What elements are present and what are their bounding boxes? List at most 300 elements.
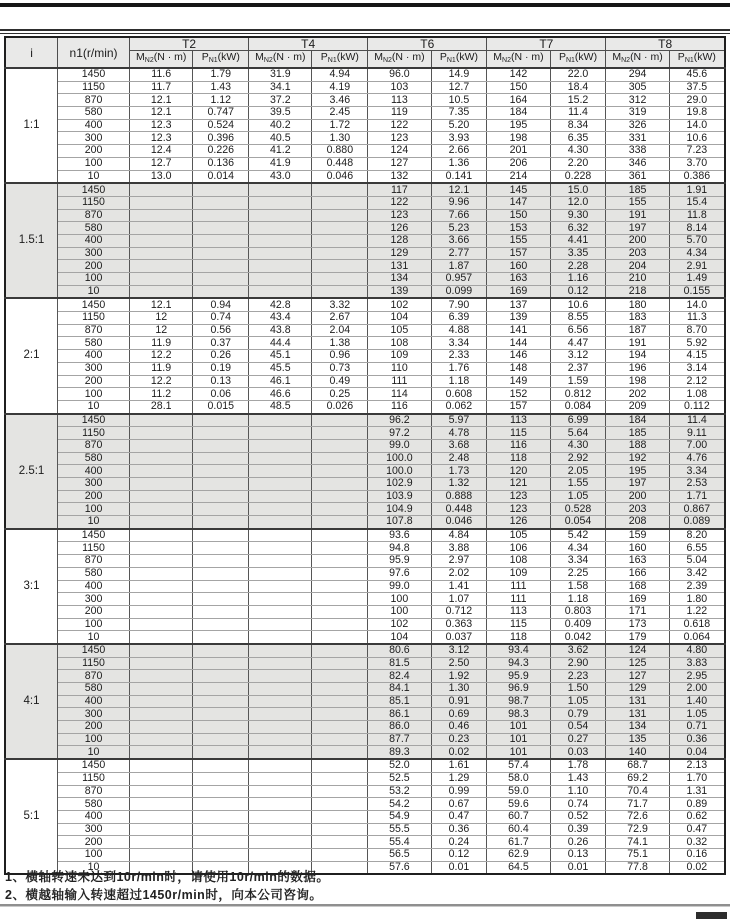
torque-value-cell: 137	[487, 298, 550, 311]
power-value-cell	[193, 260, 249, 273]
torque-value-cell: 59.6	[487, 798, 550, 811]
speed-cell: 100	[58, 157, 130, 170]
power-value-cell: 1.31	[669, 785, 725, 798]
torque-value-cell: 131	[606, 695, 669, 708]
torque-value-cell	[249, 772, 312, 785]
torque-value-cell: 86.0	[368, 721, 431, 734]
power-value-cell: 6.55	[669, 542, 725, 555]
torque-value-cell	[249, 285, 312, 298]
torque-value-cell: 12	[130, 324, 193, 337]
torque-value-cell	[249, 810, 312, 823]
torque-value-cell	[249, 759, 312, 772]
torque-value-cell: 11.2	[130, 388, 193, 401]
speed-cell: 10	[58, 400, 130, 413]
torque-value-cell	[130, 695, 193, 708]
torque-value-cell: 98.7	[487, 695, 550, 708]
speed-cell: 200	[58, 721, 130, 734]
power-value-cell: 1.76	[431, 362, 487, 375]
power-value-cell: 6.32	[550, 222, 606, 235]
torque-value-cell: 185	[606, 183, 669, 196]
power-value-cell: 14.9	[431, 68, 487, 81]
power-value-cell	[312, 503, 368, 516]
table-row	[5, 490, 725, 503]
table-row	[5, 465, 725, 478]
power-value-cell: 12.0	[550, 196, 606, 209]
table-row	[5, 529, 725, 542]
torque-value-cell: 206	[487, 157, 550, 170]
col-header-torque: $M_{N2}(N \cdot m)$	[606, 51, 669, 69]
torque-value-cell	[249, 222, 312, 235]
power-value-cell: 1.91	[669, 183, 725, 196]
speed-cell: 200	[58, 375, 130, 388]
table-row	[5, 400, 725, 413]
torque-value-cell: 126	[487, 516, 550, 529]
power-value-cell: 9.96	[431, 196, 487, 209]
power-value-cell: 9.30	[550, 209, 606, 222]
power-value-cell	[312, 798, 368, 811]
power-value-cell: 1.50	[550, 683, 606, 696]
table-row	[5, 145, 725, 158]
torque-value-cell	[130, 644, 193, 657]
power-value-cell: 1.16	[550, 273, 606, 286]
torque-value-cell	[249, 516, 312, 529]
ratio-cell: 3:1	[5, 529, 58, 644]
torque-value-cell: 146	[487, 350, 550, 363]
torque-value-cell	[130, 183, 193, 196]
power-value-cell: 0.136	[193, 157, 249, 170]
power-value-cell	[312, 234, 368, 247]
power-value-cell: 2.33	[431, 350, 487, 363]
power-value-cell: 37.5	[669, 81, 725, 94]
power-value-cell	[312, 644, 368, 657]
speed-cell: 400	[58, 234, 130, 247]
torque-value-cell: 60.4	[487, 823, 550, 836]
power-value-cell: 0.46	[431, 721, 487, 734]
torque-value-cell	[249, 733, 312, 746]
power-value-cell: 0.042	[550, 631, 606, 644]
torque-value-cell: 120	[487, 465, 550, 478]
power-value-cell	[312, 490, 368, 503]
table-row	[5, 273, 725, 286]
torque-value-cell: 163	[606, 555, 669, 568]
torque-value-cell: 131	[606, 708, 669, 721]
power-value-cell: 1.73	[431, 465, 487, 478]
power-value-cell: 0.396	[193, 132, 249, 145]
torque-value-cell: 102.9	[368, 478, 431, 491]
power-value-cell: 2.90	[550, 657, 606, 670]
power-value-cell	[193, 683, 249, 696]
torque-value-cell: 119	[368, 107, 431, 120]
table-row	[5, 196, 725, 209]
power-value-cell: 1.30	[431, 683, 487, 696]
torque-value-cell	[249, 529, 312, 542]
power-value-cell: 18.4	[550, 81, 606, 94]
power-value-cell	[193, 452, 249, 465]
speed-cell: 1150	[58, 81, 130, 94]
torque-value-cell: 12.1	[130, 107, 193, 120]
power-value-cell	[193, 439, 249, 452]
power-value-cell	[193, 465, 249, 478]
power-value-cell: 11.8	[669, 209, 725, 222]
power-value-cell: 12.7	[431, 81, 487, 94]
col-header-power: $P_{N1}(kW)$	[550, 51, 606, 69]
power-value-cell: 15.2	[550, 94, 606, 107]
torque-value-cell: 201	[487, 145, 550, 158]
power-value-cell: 1.59	[550, 375, 606, 388]
power-value-cell: 8.34	[550, 119, 606, 132]
power-value-cell: 0.867	[669, 503, 725, 516]
speed-cell: 870	[58, 324, 130, 337]
speed-cell: 580	[58, 567, 130, 580]
speed-cell: 200	[58, 605, 130, 618]
torque-value-cell: 104	[368, 312, 431, 325]
power-value-cell	[312, 452, 368, 465]
speed-cell: 400	[58, 350, 130, 363]
speed-cell: 100	[58, 273, 130, 286]
power-value-cell: 0.363	[431, 618, 487, 631]
power-value-cell	[312, 222, 368, 235]
torque-value-cell: 198	[487, 132, 550, 145]
power-value-cell: 3.70	[669, 157, 725, 170]
torque-value-cell: 43.0	[249, 170, 312, 183]
torque-value-cell: 12.1	[130, 298, 193, 311]
torque-value-cell: 195	[487, 119, 550, 132]
power-value-cell	[193, 427, 249, 440]
speed-cell: 10	[58, 631, 130, 644]
torque-value-cell: 11.6	[130, 68, 193, 81]
torque-value-cell: 100.0	[368, 465, 431, 478]
power-value-cell	[193, 836, 249, 849]
power-value-cell	[193, 823, 249, 836]
torque-value-cell: 147	[487, 196, 550, 209]
power-value-cell: 0.36	[431, 823, 487, 836]
torque-value-cell: 209	[606, 400, 669, 413]
torque-value-cell: 155	[606, 196, 669, 209]
torque-value-cell: 34.1	[249, 81, 312, 94]
power-value-cell	[312, 478, 368, 491]
power-value-cell: 0.27	[550, 733, 606, 746]
torque-value-cell: 173	[606, 618, 669, 631]
power-value-cell	[312, 772, 368, 785]
power-value-cell	[312, 708, 368, 721]
power-value-cell: 1.07	[431, 593, 487, 606]
speed-cell: 1450	[58, 644, 130, 657]
power-value-cell: 1.05	[669, 708, 725, 721]
speed-cell: 300	[58, 478, 130, 491]
col-header-power: $P_{N1}(kW)$	[431, 51, 487, 69]
table-row	[5, 375, 725, 388]
torque-value-cell: 171	[606, 605, 669, 618]
power-value-cell: 5.42	[550, 529, 606, 542]
power-value-cell: 0.226	[193, 145, 249, 158]
torque-value-cell	[249, 848, 312, 861]
torque-value-cell: 185	[606, 427, 669, 440]
power-value-cell	[312, 670, 368, 683]
table-row	[5, 285, 725, 298]
torque-value-cell: 102	[368, 298, 431, 311]
torque-value-cell: 145	[487, 183, 550, 196]
torque-value-cell: 139	[487, 312, 550, 325]
col-header-group: T6	[368, 37, 487, 51]
torque-value-cell	[130, 234, 193, 247]
torque-value-cell: 123	[368, 132, 431, 145]
speed-cell: 300	[58, 362, 130, 375]
torque-value-cell: 197	[606, 222, 669, 235]
power-value-cell: 4.30	[550, 145, 606, 158]
power-value-cell: 1.80	[669, 593, 725, 606]
torque-value-cell: 43.4	[249, 312, 312, 325]
torque-value-cell: 87.7	[368, 733, 431, 746]
power-value-cell: 0.528	[550, 503, 606, 516]
torque-value-cell	[130, 427, 193, 440]
power-value-cell: 0.046	[431, 516, 487, 529]
ratings-table	[4, 36, 726, 875]
torque-value-cell: 45.1	[249, 350, 312, 363]
torque-value-cell: 319	[606, 107, 669, 120]
speed-cell: 580	[58, 683, 130, 696]
power-value-cell: 0.32	[669, 836, 725, 849]
power-value-cell	[193, 798, 249, 811]
power-value-cell: 1.18	[550, 593, 606, 606]
table-row	[5, 68, 725, 81]
power-value-cell: 4.47	[550, 337, 606, 350]
power-value-cell: 0.062	[431, 400, 487, 413]
torque-value-cell: 72.9	[606, 823, 669, 836]
table-row	[5, 260, 725, 273]
power-value-cell: 2.97	[431, 555, 487, 568]
power-value-cell: 3.12	[431, 644, 487, 657]
torque-value-cell: 168	[606, 580, 669, 593]
torque-value-cell: 122	[368, 119, 431, 132]
power-value-cell: 0.046	[312, 170, 368, 183]
torque-value-cell: 52.0	[368, 759, 431, 772]
power-value-cell: 3.66	[431, 234, 487, 247]
power-value-cell: 7.23	[669, 145, 725, 158]
torque-value-cell	[130, 785, 193, 798]
table-row	[5, 337, 725, 350]
table-row	[5, 823, 725, 836]
torque-value-cell: 96.0	[368, 68, 431, 81]
torque-value-cell: 144	[487, 337, 550, 350]
torque-value-cell: 101	[487, 746, 550, 759]
col-header-group: T7	[487, 37, 606, 51]
torque-value-cell: 115	[487, 618, 550, 631]
torque-value-cell	[130, 657, 193, 670]
speed-cell: 200	[58, 145, 130, 158]
table-row	[5, 324, 725, 337]
table-row	[5, 670, 725, 683]
power-value-cell: 1.22	[669, 605, 725, 618]
table-body	[5, 68, 725, 874]
power-value-cell: 0.01	[431, 861, 487, 874]
power-value-cell: 0.39	[550, 823, 606, 836]
power-value-cell	[312, 785, 368, 798]
power-value-cell	[193, 196, 249, 209]
speed-cell: 1450	[58, 298, 130, 311]
power-value-cell	[312, 196, 368, 209]
torque-value-cell: 71.7	[606, 798, 669, 811]
power-value-cell	[193, 183, 249, 196]
col-header-power: $P_{N1}(kW)$	[669, 51, 725, 69]
power-value-cell: 0.74	[193, 312, 249, 325]
torque-value-cell: 159	[606, 529, 669, 542]
torque-value-cell: 115	[487, 427, 550, 440]
speed-cell: 1450	[58, 68, 130, 81]
power-value-cell: 0.015	[193, 400, 249, 413]
power-value-cell: 0.026	[312, 400, 368, 413]
power-value-cell: 3.46	[312, 94, 368, 107]
col-header-ratio: i	[5, 37, 58, 68]
power-value-cell: 2.92	[550, 452, 606, 465]
power-value-cell: 1.40	[669, 695, 725, 708]
col-header-power: $P_{N1}(kW)$	[312, 51, 368, 69]
table-header	[5, 37, 725, 68]
power-value-cell: 2.39	[669, 580, 725, 593]
torque-value-cell	[249, 555, 312, 568]
torque-value-cell: 129	[368, 247, 431, 260]
torque-value-cell: 210	[606, 273, 669, 286]
torque-value-cell: 150	[487, 81, 550, 94]
torque-value-cell: 135	[606, 733, 669, 746]
torque-value-cell: 68.7	[606, 759, 669, 772]
torque-value-cell: 169	[606, 593, 669, 606]
torque-value-cell: 96.2	[368, 414, 431, 427]
speed-cell: 1150	[58, 312, 130, 325]
power-value-cell: 0.62	[669, 810, 725, 823]
power-value-cell	[193, 605, 249, 618]
ratings-table-wrap	[4, 36, 726, 875]
table-row	[5, 170, 725, 183]
torque-value-cell: 58.0	[487, 772, 550, 785]
power-value-cell: 4.34	[550, 542, 606, 555]
torque-value-cell: 85.1	[368, 695, 431, 708]
speed-cell: 580	[58, 452, 130, 465]
power-value-cell: 0.04	[669, 746, 725, 759]
bottom-rule	[0, 904, 730, 907]
power-value-cell	[312, 247, 368, 260]
torque-value-cell: 203	[606, 503, 669, 516]
power-value-cell: 1.78	[550, 759, 606, 772]
torque-value-cell: 129	[606, 683, 669, 696]
torque-value-cell: 60.7	[487, 810, 550, 823]
power-value-cell: 3.34	[550, 555, 606, 568]
torque-value-cell	[249, 503, 312, 516]
power-value-cell: 3.32	[312, 298, 368, 311]
torque-value-cell	[130, 465, 193, 478]
ratio-cell: 2.5:1	[5, 414, 58, 529]
power-value-cell: 0.747	[193, 107, 249, 120]
footnotes	[5, 868, 725, 904]
power-value-cell: 2.00	[669, 683, 725, 696]
power-value-cell: 2.04	[312, 324, 368, 337]
torque-value-cell	[130, 542, 193, 555]
power-value-cell	[193, 478, 249, 491]
torque-value-cell: 74.1	[606, 836, 669, 849]
power-value-cell: 0.02	[669, 861, 725, 874]
speed-cell: 100	[58, 733, 130, 746]
torque-value-cell	[249, 196, 312, 209]
table-row	[5, 708, 725, 721]
power-value-cell: 3.88	[431, 542, 487, 555]
torque-value-cell: 109	[368, 350, 431, 363]
power-value-cell	[193, 490, 249, 503]
power-value-cell	[193, 567, 249, 580]
power-value-cell: 7.66	[431, 209, 487, 222]
table-row	[5, 542, 725, 555]
power-value-cell: 1.79	[193, 68, 249, 81]
torque-value-cell: 84.1	[368, 683, 431, 696]
power-value-cell: 0.26	[550, 836, 606, 849]
speed-cell: 870	[58, 209, 130, 222]
torque-value-cell: 39.5	[249, 107, 312, 120]
speed-cell: 10	[58, 861, 130, 874]
power-value-cell: 0.24	[431, 836, 487, 849]
power-value-cell: 3.93	[431, 132, 487, 145]
speed-cell: 300	[58, 823, 130, 836]
torque-value-cell: 93.4	[487, 644, 550, 657]
header-row-groups	[5, 37, 725, 51]
power-value-cell	[193, 542, 249, 555]
torque-value-cell	[249, 260, 312, 273]
power-value-cell: 4.88	[431, 324, 487, 337]
torque-value-cell: 12.1	[130, 94, 193, 107]
power-value-cell: 0.89	[669, 798, 725, 811]
power-value-cell: 10.6	[550, 298, 606, 311]
torque-value-cell: 123	[487, 503, 550, 516]
torque-value-cell: 62.9	[487, 848, 550, 861]
table-row	[5, 298, 725, 311]
power-value-cell: 6.56	[550, 324, 606, 337]
power-value-cell	[193, 516, 249, 529]
torque-value-cell: 326	[606, 119, 669, 132]
power-value-cell: 5.70	[669, 234, 725, 247]
power-value-cell: 0.36	[669, 733, 725, 746]
torque-value-cell: 11.9	[130, 362, 193, 375]
power-value-cell	[312, 848, 368, 861]
torque-value-cell	[130, 836, 193, 849]
power-value-cell: 0.67	[431, 798, 487, 811]
torque-value-cell: 44.4	[249, 337, 312, 350]
power-value-cell	[193, 670, 249, 683]
torque-value-cell: 203	[606, 247, 669, 260]
torque-value-cell: 166	[606, 567, 669, 580]
page-corner-mark	[696, 912, 727, 919]
torque-value-cell: 155	[487, 234, 550, 247]
torque-value-cell	[130, 772, 193, 785]
torque-value-cell: 124	[606, 644, 669, 657]
torque-value-cell: 105	[368, 324, 431, 337]
power-value-cell: 3.83	[669, 657, 725, 670]
table-top-border	[0, 29, 730, 34]
torque-value-cell	[249, 631, 312, 644]
torque-value-cell: 77.8	[606, 861, 669, 874]
speed-cell: 200	[58, 490, 130, 503]
power-value-cell: 0.803	[550, 605, 606, 618]
power-value-cell	[312, 542, 368, 555]
power-value-cell: 2.48	[431, 452, 487, 465]
power-value-cell	[193, 555, 249, 568]
power-value-cell: 4.15	[669, 350, 725, 363]
power-value-cell: 6.99	[550, 414, 606, 427]
power-value-cell	[193, 234, 249, 247]
torque-value-cell	[249, 695, 312, 708]
torque-value-cell: 75.1	[606, 848, 669, 861]
col-header-group: T2	[130, 37, 249, 51]
torque-value-cell: 331	[606, 132, 669, 145]
power-value-cell	[193, 785, 249, 798]
torque-value-cell: 126	[368, 222, 431, 235]
power-value-cell: 2.66	[431, 145, 487, 158]
